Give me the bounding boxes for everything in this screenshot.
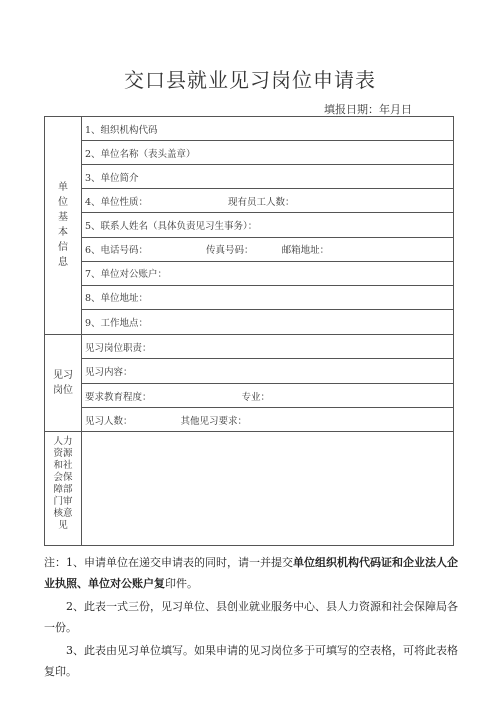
org-code-field[interactable]: 1、组织机构代码 [82,117,454,141]
other-requirements-label: 其他见习要求： [180,415,248,427]
unit-name-field[interactable]: 2、单位名称（表头盖章） [82,141,454,165]
unit-address-field[interactable]: 8、单位地址： [82,285,454,309]
note-1: 注：1、申请单位在递交申请表的同时，请一并提交单位组织机构代码证和企业法人企业执照、单位对公账户复印件。 [44,556,458,590]
required-documents: 单位组织机构代码证和企业法人企业执照、单位对公账户复 [44,556,458,590]
headcount-label: 见习人数： [85,415,133,427]
basic-info-section-label: 单位基本信息 [45,117,82,335]
unit-nature-row[interactable] [82,189,454,213]
post-section-label: 见习岗位 [45,334,82,431]
post-duties-field[interactable]: 见习岗位职责： [82,334,454,358]
contact-numbers-row[interactable] [82,237,454,261]
fill-date-label: 填报日期：年月日 [324,103,412,116]
application-form-table [44,116,454,546]
bank-account-field[interactable]: 7、单位对公账户： [82,261,454,285]
fax-label: 传真号码： [206,245,254,257]
phone-label: 6、电话号码： [85,245,149,257]
unit-nature-label: 4、单位性质： [85,196,149,208]
education-label: 要求教育程度： [85,391,152,403]
note-3: 3、此表由见习单位填写。如果申请的见习岗位多于可填写的空表格，可将此表格复印。 [44,644,458,678]
training-content-field[interactable]: 见习内容： [82,359,454,384]
work-location-field[interactable]: 9、工作地点： [82,309,454,334]
note-2: 2、此表一式三份，见习单位、县创业就业服务中心、县人力资源和社会保障局各一份。 [44,600,458,634]
contact-name-field[interactable]: 5、联系人姓名（具体负责见习生事务）： [82,213,454,237]
major-label: 专业： [241,391,271,403]
staff-count-label: 现有员工人数： [228,196,295,208]
form-title: 交口县就业见习岗位申请表 [124,68,376,92]
headcount-row[interactable] [82,408,454,432]
education-row[interactable] [82,384,454,408]
unit-intro-field[interactable]: 3、单位简介 [82,165,454,189]
review-opinion-field[interactable] [82,432,454,546]
review-section-label: 人力资源和社会保障部门审核意见 [45,432,82,546]
email-label: 邮箱地址： [281,245,330,257]
